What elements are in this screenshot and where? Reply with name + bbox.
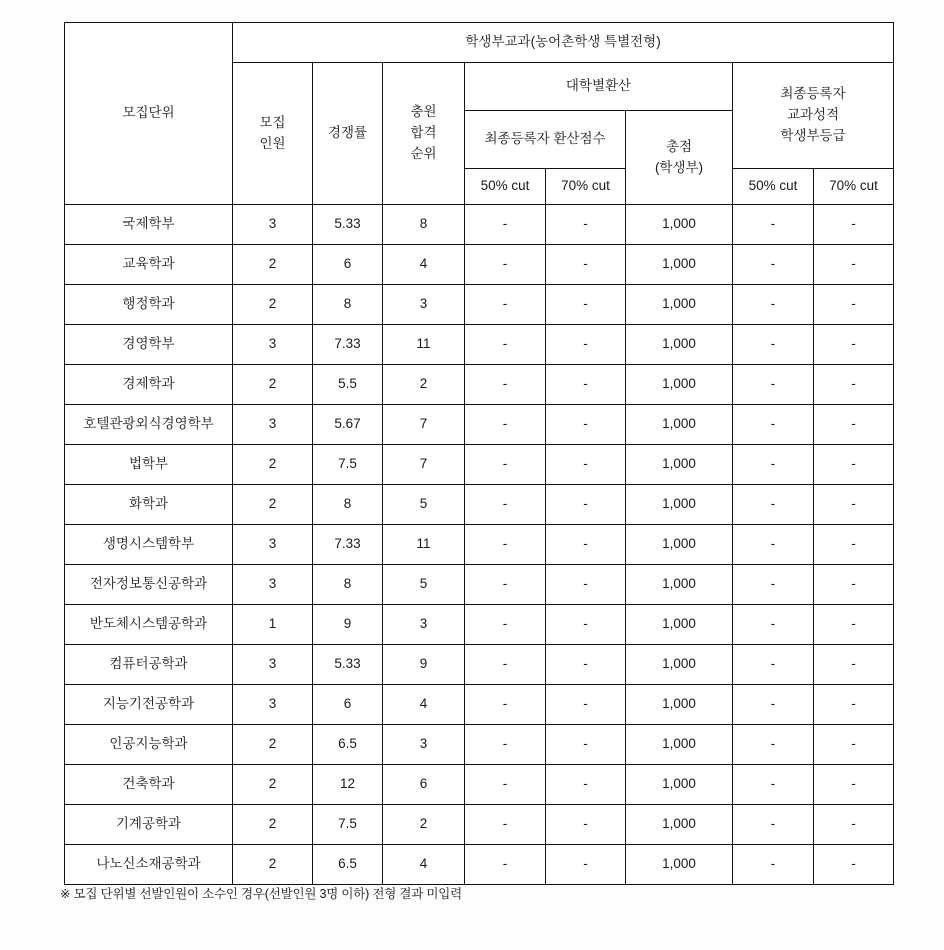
cell-competition-ratio: 8	[313, 485, 383, 525]
cell-cut50-converted: -	[465, 245, 546, 285]
cell-recruitment-unit: 경영학부	[65, 325, 233, 365]
cell-cut50-grade: -	[733, 245, 814, 285]
cell-competition-ratio: 8	[313, 565, 383, 605]
cell-cut50-converted: -	[465, 725, 546, 765]
cell-cut70-grade: -	[814, 565, 894, 605]
cell-total-score: 1,000	[626, 525, 733, 565]
cell-competition-ratio: 8	[313, 285, 383, 325]
cell-competition-ratio: 7.33	[313, 325, 383, 365]
cell-cut50-grade: -	[733, 485, 814, 525]
cell-cut50-grade: -	[733, 725, 814, 765]
cell-cut50-converted: -	[465, 525, 546, 565]
table-row	[65, 445, 894, 485]
cell-competition-ratio: 6	[313, 685, 383, 725]
cell-cut50-converted: -	[465, 485, 546, 525]
cell-recruitment-unit: 반도체시스템공학과	[65, 605, 233, 645]
cell-cut70-converted: -	[546, 365, 626, 405]
cell-recruitment-unit: 나노신소재공학과	[65, 845, 233, 885]
table-row	[65, 645, 894, 685]
cell-cut70-grade: -	[814, 725, 894, 765]
cell-cut50-converted: -	[465, 765, 546, 805]
cell-cut70-converted: -	[546, 485, 626, 525]
header-row-title	[65, 23, 894, 63]
cell-recruitment-unit: 교육학과	[65, 245, 233, 285]
cell-additional-admission-rank: 2	[383, 365, 465, 405]
cell-cut70-converted: -	[546, 325, 626, 365]
cell-quota: 3	[233, 525, 313, 565]
table-row	[65, 525, 894, 565]
cell-recruitment-unit: 국제학부	[65, 205, 233, 245]
cell-cut50-grade: -	[733, 845, 814, 885]
cell-total-score: 1,000	[626, 245, 733, 285]
cell-cut70-grade: -	[814, 485, 894, 525]
cell-additional-admission-rank: 5	[383, 485, 465, 525]
cell-cut50-grade: -	[733, 405, 814, 445]
table-row	[65, 565, 894, 605]
cell-cut70-converted: -	[546, 565, 626, 605]
cell-cut50-grade: -	[733, 525, 814, 565]
cell-cut70-converted: -	[546, 765, 626, 805]
header-final-enrolled-subject-grade	[733, 63, 894, 169]
cell-total-score: 1,000	[626, 405, 733, 445]
header-total-line1: 총점	[665, 138, 693, 154]
cell-total-score: 1,000	[626, 445, 733, 485]
cell-additional-admission-rank: 2	[383, 805, 465, 845]
cell-cut70-grade: -	[814, 805, 894, 845]
cell-cut70-converted: -	[546, 245, 626, 285]
cell-cut70-converted: -	[546, 685, 626, 725]
table-row	[65, 205, 894, 245]
header-cut70-grade: 70% cut	[814, 169, 894, 205]
cell-cut70-converted: -	[546, 285, 626, 325]
cell-cut50-converted: -	[465, 845, 546, 885]
table-row	[65, 845, 894, 885]
cell-cut70-converted: -	[546, 725, 626, 765]
cell-competition-ratio: 5.33	[313, 645, 383, 685]
cell-competition-ratio: 9	[313, 605, 383, 645]
cell-additional-admission-rank: 6	[383, 765, 465, 805]
cell-competition-ratio: 7.5	[313, 445, 383, 485]
cell-quota: 2	[233, 845, 313, 885]
header-quota	[233, 63, 313, 205]
cell-cut50-converted: -	[465, 685, 546, 725]
header-cut50-converted: 50% cut	[465, 169, 546, 205]
header-quota-line1: 모집	[259, 114, 286, 130]
cell-recruitment-unit: 화학과	[65, 485, 233, 525]
cell-recruitment-unit: 법학부	[65, 445, 233, 485]
cell-quota: 3	[233, 405, 313, 445]
header-final-enrolled-converted-score: 최종등록자 환산점수	[465, 111, 626, 169]
cell-additional-admission-rank: 4	[383, 845, 465, 885]
cell-cut70-converted: -	[546, 205, 626, 245]
header-rank-line2: 합격	[410, 125, 437, 141]
table-row	[65, 325, 894, 365]
header-admission-type-title: 학생부교과(농어촌학생 특별전형)	[233, 23, 894, 63]
cell-quota: 3	[233, 325, 313, 365]
cell-recruitment-unit: 행정학과	[65, 285, 233, 325]
cell-total-score: 1,000	[626, 285, 733, 325]
cell-total-score: 1,000	[626, 325, 733, 365]
table-row	[65, 365, 894, 405]
cell-quota: 2	[233, 805, 313, 845]
cell-total-score: 1,000	[626, 765, 733, 805]
cell-additional-admission-rank: 11	[383, 325, 465, 365]
cell-additional-admission-rank: 7	[383, 445, 465, 485]
cell-cut50-converted: -	[465, 645, 546, 685]
cell-competition-ratio: 6.5	[313, 845, 383, 885]
cell-cut50-grade: -	[733, 765, 814, 805]
header-additional-admission-rank	[383, 63, 465, 205]
cell-additional-admission-rank: 11	[383, 525, 465, 565]
header-university-conversion: 대학별환산	[465, 63, 733, 111]
cell-additional-admission-rank: 4	[383, 685, 465, 725]
table-row	[65, 485, 894, 525]
header-quota-line2: 인원	[259, 135, 286, 151]
cell-cut50-grade: -	[733, 565, 814, 605]
cell-cut50-grade: -	[733, 805, 814, 845]
cell-cut70-converted: -	[546, 525, 626, 565]
cell-additional-admission-rank: 3	[383, 725, 465, 765]
cell-total-score: 1,000	[626, 605, 733, 645]
cell-competition-ratio: 5.33	[313, 205, 383, 245]
cell-cut70-converted: -	[546, 445, 626, 485]
cell-cut70-grade: -	[814, 525, 894, 565]
cell-competition-ratio: 6	[313, 245, 383, 285]
cell-cut70-grade: -	[814, 605, 894, 645]
cell-cut50-converted: -	[465, 605, 546, 645]
header-cut50-grade: 50% cut	[733, 169, 814, 205]
cell-additional-admission-rank: 4	[383, 245, 465, 285]
cell-cut70-converted: -	[546, 605, 626, 645]
cell-cut50-grade: -	[733, 285, 814, 325]
cell-cut70-grade: -	[814, 205, 894, 245]
cell-total-score: 1,000	[626, 205, 733, 245]
cell-recruitment-unit: 경제학과	[65, 365, 233, 405]
header-rank-line1: 충원	[410, 104, 437, 120]
header-cut70-converted: 70% cut	[546, 169, 626, 205]
cell-cut70-grade: -	[814, 845, 894, 885]
cell-quota: 2	[233, 245, 313, 285]
cell-total-score: 1,000	[626, 565, 733, 605]
cell-competition-ratio: 6.5	[313, 725, 383, 765]
cell-cut50-converted: -	[465, 325, 546, 365]
cell-quota: 2	[233, 365, 313, 405]
table-row	[65, 685, 894, 725]
table-row	[65, 725, 894, 765]
table-row	[65, 405, 894, 445]
cell-quota: 2	[233, 485, 313, 525]
cell-quota: 2	[233, 285, 313, 325]
cell-additional-admission-rank: 5	[383, 565, 465, 605]
cell-cut50-grade: -	[733, 685, 814, 725]
cell-recruitment-unit: 인공지능학과	[65, 725, 233, 765]
cell-cut50-converted: -	[465, 565, 546, 605]
cell-cut50-converted: -	[465, 205, 546, 245]
cell-cut70-grade: -	[814, 325, 894, 365]
cell-recruitment-unit: 기계공학과	[65, 805, 233, 845]
cell-additional-admission-rank: 8	[383, 205, 465, 245]
cell-quota: 2	[233, 765, 313, 805]
cell-cut50-grade: -	[733, 325, 814, 365]
cell-quota: 3	[233, 565, 313, 605]
cell-cut70-grade: -	[814, 765, 894, 805]
cell-cut50-grade: -	[733, 365, 814, 405]
cell-recruitment-unit: 생명시스템학부	[65, 525, 233, 565]
cell-competition-ratio: 5.67	[313, 405, 383, 445]
cell-quota: 2	[233, 445, 313, 485]
cell-cut70-converted: -	[546, 645, 626, 685]
admissions-results-table-container	[64, 22, 894, 885]
cell-recruitment-unit: 호텔관광외식경영학부	[65, 405, 233, 445]
table-row	[65, 765, 894, 805]
table-row	[65, 285, 894, 325]
cell-cut70-converted: -	[546, 805, 626, 845]
header-competition-ratio: 경쟁률	[313, 63, 383, 205]
cell-total-score: 1,000	[626, 365, 733, 405]
cell-recruitment-unit: 컴퓨터공학과	[65, 645, 233, 685]
cell-cut70-grade: -	[814, 245, 894, 285]
cell-quota: 2	[233, 725, 313, 765]
cell-competition-ratio: 7.33	[313, 525, 383, 565]
cell-total-score: 1,000	[626, 685, 733, 725]
cell-recruitment-unit: 전자정보통신공학과	[65, 565, 233, 605]
cell-cut70-grade: -	[814, 685, 894, 725]
cell-cut50-grade: -	[733, 605, 814, 645]
header-recruitment-unit: 모집단위	[65, 23, 233, 205]
cell-cut70-converted: -	[546, 845, 626, 885]
table-row	[65, 245, 894, 285]
cell-cut70-grade: -	[814, 445, 894, 485]
cell-recruitment-unit: 지능기전공학과	[65, 685, 233, 725]
cell-quota: 1	[233, 605, 313, 645]
cell-cut50-grade: -	[733, 205, 814, 245]
cell-quota: 3	[233, 685, 313, 725]
cell-cut50-converted: -	[465, 285, 546, 325]
cell-total-score: 1,000	[626, 845, 733, 885]
table-row	[65, 605, 894, 645]
header-rank-line3: 순위	[410, 145, 437, 161]
cell-cut50-converted: -	[465, 405, 546, 445]
cell-cut70-grade: -	[814, 405, 894, 445]
cell-cut70-grade: -	[814, 285, 894, 325]
header-final-enrolled-line2: 교과성적	[786, 107, 840, 123]
cell-competition-ratio: 7.5	[313, 805, 383, 845]
cell-additional-admission-rank: 7	[383, 405, 465, 445]
header-total-line2: (학생부)	[654, 159, 704, 175]
header-total-score	[626, 111, 733, 205]
cell-total-score: 1,000	[626, 645, 733, 685]
cell-cut50-converted: -	[465, 365, 546, 405]
cell-cut70-grade: -	[814, 645, 894, 685]
table-body	[65, 205, 894, 885]
cell-cut50-grade: -	[733, 645, 814, 685]
cell-competition-ratio: 5.5	[313, 365, 383, 405]
cell-recruitment-unit: 건축학과	[65, 765, 233, 805]
cell-quota: 3	[233, 645, 313, 685]
cell-cut70-converted: -	[546, 405, 626, 445]
cell-total-score: 1,000	[626, 805, 733, 845]
table-row	[65, 805, 894, 845]
cell-cut50-converted: -	[465, 445, 546, 485]
cell-cut50-grade: -	[733, 445, 814, 485]
cell-cut50-converted: -	[465, 805, 546, 845]
cell-additional-admission-rank: 3	[383, 605, 465, 645]
cell-total-score: 1,000	[626, 725, 733, 765]
cell-quota: 3	[233, 205, 313, 245]
admissions-results-table	[64, 22, 894, 885]
header-final-enrolled-line1: 최종등록자	[780, 86, 846, 102]
cell-competition-ratio: 12	[313, 765, 383, 805]
cell-additional-admission-rank: 3	[383, 285, 465, 325]
cell-cut70-grade: -	[814, 365, 894, 405]
cell-additional-admission-rank: 9	[383, 645, 465, 685]
cell-total-score: 1,000	[626, 485, 733, 525]
table-header	[65, 23, 894, 205]
header-final-enrolled-line3: 학생부등급	[780, 127, 846, 143]
table-footnote: ※ 모집 단위별 선발인원이 소수인 경우(선발인원 3명 이하) 전형 결과 미입력	[60, 887, 463, 901]
